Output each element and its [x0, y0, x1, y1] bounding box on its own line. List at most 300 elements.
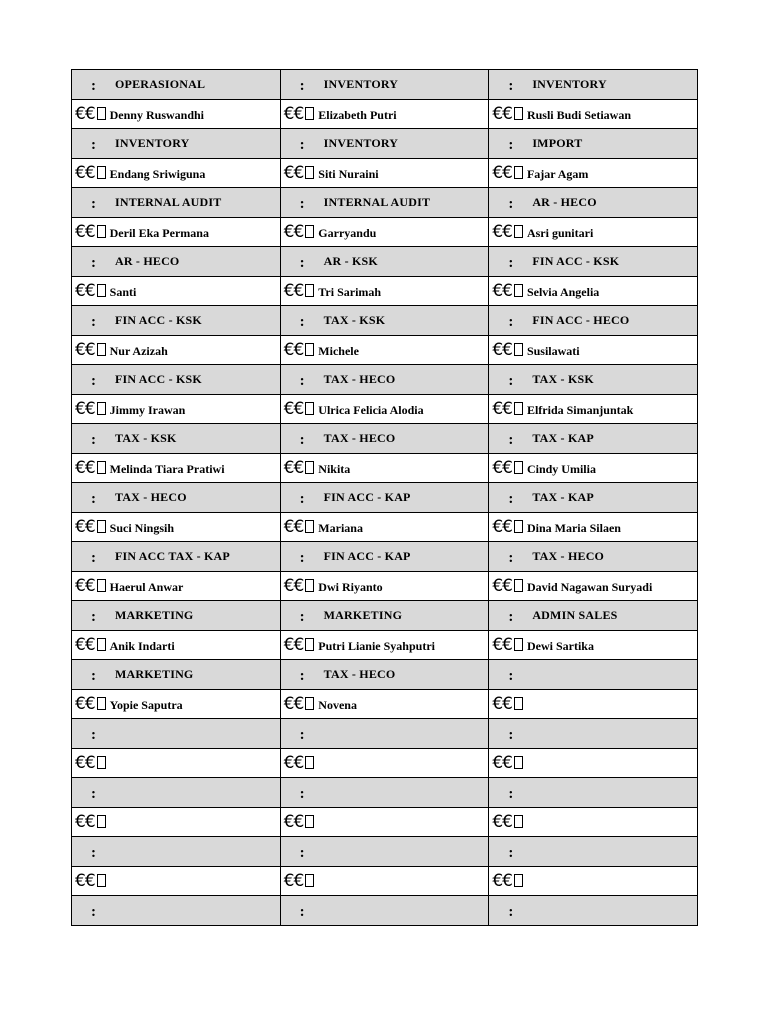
- department-cell: [280, 719, 489, 749]
- name-cell: [489, 276, 698, 306]
- department-label: TAX - HECO: [323, 372, 396, 387]
- department-row: [72, 70, 698, 100]
- euro-symbol: €€: [283, 752, 304, 773]
- colon-separator: :: [508, 550, 514, 567]
- name-cell: [72, 630, 281, 660]
- missing-glyph-box-icon: [305, 343, 314, 356]
- department-cell: [489, 719, 698, 749]
- person-name: Selvia Angelia: [526, 284, 600, 299]
- department-label: IMPORT: [532, 136, 583, 151]
- name-cell: [72, 512, 281, 542]
- euro-symbol: €€: [283, 870, 304, 891]
- missing-glyph-box-icon: [97, 874, 106, 887]
- name-cell: [489, 217, 698, 247]
- department-cell: [489, 601, 698, 631]
- name-cell: [72, 453, 281, 483]
- name-cell: [72, 571, 281, 601]
- person-name: Cindy Umilia: [526, 461, 596, 476]
- colon-separator: :: [508, 904, 514, 921]
- colon-separator: :: [299, 255, 305, 272]
- department-cell: [280, 365, 489, 395]
- person-name: Nikita: [318, 461, 351, 476]
- department-cell: [489, 129, 698, 159]
- department-label: ADMIN SALES: [532, 608, 618, 623]
- missing-glyph-box-icon: [305, 166, 314, 179]
- department-cell: [280, 129, 489, 159]
- colon-separator: :: [91, 668, 96, 685]
- missing-glyph-box-icon: [305, 461, 314, 474]
- colon-separator: :: [299, 668, 305, 685]
- colon-separator: :: [299, 432, 305, 449]
- department-cell: [489, 365, 698, 395]
- department-label: AR - HECO: [115, 254, 180, 269]
- colon-separator: :: [91, 727, 96, 744]
- department-cell: [280, 70, 489, 100]
- colon-separator: :: [91, 78, 96, 95]
- missing-glyph-box-icon: [97, 520, 106, 533]
- name-cell: [280, 394, 489, 424]
- department-label: TAX - KSK: [532, 372, 594, 387]
- euro-symbol: €€: [75, 103, 95, 124]
- person-name: Deril Eka Permana: [109, 225, 209, 240]
- department-cell: [280, 660, 489, 690]
- department-cell: [72, 129, 281, 159]
- department-cell: [280, 778, 489, 808]
- name-cell: [489, 99, 698, 129]
- colon-separator: :: [508, 491, 514, 508]
- department-label: TAX - KSK: [115, 431, 177, 446]
- euro-symbol: €€: [75, 221, 95, 242]
- euro-symbol: €€: [75, 398, 95, 419]
- missing-glyph-box-icon: [514, 638, 523, 651]
- department-cell: [489, 896, 698, 926]
- person-name: Susilawati: [526, 343, 580, 358]
- department-row: [72, 424, 698, 454]
- department-label: TAX - KSK: [323, 313, 386, 328]
- department-label: INVENTORY: [323, 77, 399, 92]
- euro-symbol: €€: [492, 339, 512, 360]
- name-cell: [280, 335, 489, 365]
- colon-separator: :: [299, 196, 305, 213]
- person-name: Suci Ningsih: [109, 520, 174, 535]
- department-row: [72, 306, 698, 336]
- missing-glyph-box-icon: [97, 638, 106, 651]
- euro-symbol: €€: [283, 634, 304, 655]
- name-cell: [280, 158, 489, 188]
- department-label: TAX - HECO: [532, 549, 605, 564]
- missing-glyph-box-icon: [97, 343, 106, 356]
- colon-separator: :: [91, 609, 96, 626]
- department-cell: [72, 719, 281, 749]
- department-label: TAX - KAP: [532, 431, 594, 446]
- department-cell: [72, 660, 281, 690]
- person-name: Novena: [318, 697, 357, 712]
- euro-symbol: €€: [492, 575, 512, 596]
- euro-symbol: €€: [492, 752, 512, 773]
- person-name: Denny Ruswandhi: [109, 107, 205, 122]
- name-cell: [280, 99, 489, 129]
- name-row: [72, 866, 698, 896]
- person-name: Ulrica Felicia Alodia: [318, 402, 424, 417]
- missing-glyph-box-icon: [514, 343, 523, 356]
- department-row: [72, 247, 698, 277]
- colon-separator: :: [508, 137, 514, 154]
- person-name: Elizabeth Putri: [318, 107, 397, 122]
- department-label: FIN ACC - KSK: [532, 254, 620, 269]
- euro-symbol: €€: [283, 811, 304, 832]
- missing-glyph-box-icon: [305, 225, 314, 238]
- department-cell: [72, 188, 281, 218]
- person-name: Anik Indarti: [109, 638, 175, 653]
- department-row: [72, 719, 698, 749]
- colon-separator: :: [91, 491, 96, 508]
- name-row: [72, 571, 698, 601]
- name-row: [72, 335, 698, 365]
- department-cell: [72, 542, 281, 572]
- department-cell: [72, 483, 281, 513]
- department-label: MARKETING: [115, 667, 194, 682]
- department-cell: [489, 424, 698, 454]
- department-cell: [489, 483, 698, 513]
- missing-glyph-box-icon: [97, 166, 106, 179]
- department-label: FIN ACC - KAP: [323, 490, 411, 505]
- colon-separator: :: [508, 78, 514, 95]
- colon-separator: :: [91, 255, 96, 272]
- euro-symbol: €€: [283, 516, 304, 537]
- department-label: TAX - HECO: [115, 490, 187, 505]
- person-name: Dina Maria Silaen: [526, 520, 621, 535]
- colon-separator: :: [299, 727, 305, 744]
- colon-separator: :: [508, 668, 514, 685]
- name-row: [72, 158, 698, 188]
- missing-glyph-box-icon: [305, 638, 314, 651]
- name-cell: [280, 866, 489, 896]
- person-name: Elfrida Simanjuntak: [526, 402, 634, 417]
- missing-glyph-box-icon: [514, 815, 523, 828]
- person-name: Rusli Budi Setiawan: [526, 107, 631, 122]
- missing-glyph-box-icon: [305, 874, 314, 887]
- department-label: INVENTORY: [115, 136, 190, 151]
- name-row: [72, 748, 698, 778]
- department-cell: [72, 306, 281, 336]
- name-row: [72, 217, 698, 247]
- name-cell: [72, 217, 281, 247]
- missing-glyph-box-icon: [97, 107, 106, 120]
- colon-separator: :: [508, 196, 514, 213]
- person-name: Haerul Anwar: [109, 579, 184, 594]
- colon-separator: :: [299, 904, 305, 921]
- euro-symbol: €€: [283, 575, 304, 596]
- colon-separator: :: [299, 78, 305, 95]
- person-name: Michele: [318, 343, 359, 358]
- euro-symbol: €€: [283, 280, 304, 301]
- person-name: Siti Nuraini: [318, 166, 379, 181]
- name-cell: [72, 276, 281, 306]
- missing-glyph-box-icon: [514, 225, 523, 238]
- name-row: [72, 689, 698, 719]
- department-cell: [72, 424, 281, 454]
- missing-glyph-box-icon: [514, 520, 523, 533]
- department-label: OPERASIONAL: [115, 77, 206, 92]
- missing-glyph-box-icon: [97, 225, 106, 238]
- name-cell: [489, 335, 698, 365]
- colon-separator: :: [91, 432, 96, 449]
- department-cell: [72, 70, 281, 100]
- name-cell: [72, 807, 281, 837]
- department-row: [72, 542, 698, 572]
- name-cell: [489, 689, 698, 719]
- department-label: FIN ACC TAX - KAP: [115, 549, 230, 564]
- missing-glyph-box-icon: [514, 402, 523, 415]
- missing-glyph-box-icon: [97, 284, 106, 297]
- person-name: Putri Lianie Syahputri: [318, 638, 435, 653]
- euro-symbol: €€: [283, 339, 304, 360]
- department-cell: [72, 247, 281, 277]
- euro-symbol: €€: [492, 870, 512, 891]
- department-row: [72, 129, 698, 159]
- colon-separator: :: [508, 314, 514, 331]
- name-row: [72, 99, 698, 129]
- name-cell: [280, 276, 489, 306]
- missing-glyph-box-icon: [305, 402, 314, 415]
- department-label: INVENTORY: [323, 136, 399, 151]
- department-cell: [72, 896, 281, 926]
- name-cell: [489, 630, 698, 660]
- colon-separator: :: [299, 314, 305, 331]
- department-cell: [280, 424, 489, 454]
- missing-glyph-box-icon: [514, 461, 523, 474]
- missing-glyph-box-icon: [97, 756, 106, 769]
- name-cell: [489, 866, 698, 896]
- person-name: Garryandu: [318, 225, 377, 240]
- department-label: MARKETING: [323, 608, 403, 623]
- missing-glyph-box-icon: [305, 284, 314, 297]
- colon-separator: :: [508, 432, 514, 449]
- euro-symbol: €€: [75, 162, 95, 183]
- department-cell: [280, 188, 489, 218]
- name-cell: [72, 394, 281, 424]
- name-row: [72, 453, 698, 483]
- euro-symbol: €€: [492, 693, 512, 714]
- department-row: [72, 660, 698, 690]
- euro-symbol: €€: [283, 693, 304, 714]
- department-cell: [280, 247, 489, 277]
- department-row: [72, 778, 698, 808]
- department-cell: [280, 601, 489, 631]
- colon-separator: :: [91, 137, 96, 154]
- euro-symbol: €€: [75, 575, 95, 596]
- euro-symbol: €€: [75, 752, 95, 773]
- colon-separator: :: [91, 904, 96, 921]
- missing-glyph-box-icon: [305, 520, 314, 533]
- euro-symbol: €€: [75, 339, 95, 360]
- euro-symbol: €€: [75, 280, 95, 301]
- department-cell: [72, 365, 281, 395]
- department-cell: [489, 306, 698, 336]
- missing-glyph-box-icon: [305, 756, 314, 769]
- department-label: FIN ACC - KSK: [115, 372, 202, 387]
- missing-glyph-box-icon: [514, 107, 523, 120]
- person-name: Jimmy Irawan: [109, 402, 186, 417]
- missing-glyph-box-icon: [305, 697, 314, 710]
- person-name: Fajar Agam: [526, 166, 589, 181]
- missing-glyph-box-icon: [514, 874, 523, 887]
- person-name: Melinda Tiara Pratiwi: [109, 461, 225, 476]
- colon-separator: :: [508, 845, 514, 862]
- euro-symbol: €€: [492, 398, 512, 419]
- department-label: MARKETING: [115, 608, 194, 623]
- label-sheet-body: [72, 70, 698, 926]
- name-cell: [489, 748, 698, 778]
- name-cell: [280, 512, 489, 542]
- name-cell: [72, 866, 281, 896]
- name-cell: [72, 689, 281, 719]
- name-cell: [72, 335, 281, 365]
- name-row: [72, 630, 698, 660]
- department-cell: [280, 483, 489, 513]
- department-label: TAX - KAP: [532, 490, 594, 505]
- person-name: Tri Sarimah: [318, 284, 382, 299]
- name-cell: [72, 748, 281, 778]
- department-cell: [489, 837, 698, 867]
- euro-symbol: €€: [75, 811, 95, 832]
- euro-symbol: €€: [492, 811, 512, 832]
- missing-glyph-box-icon: [305, 107, 314, 120]
- name-cell: [72, 99, 281, 129]
- missing-glyph-box-icon: [305, 579, 314, 592]
- department-row: [72, 483, 698, 513]
- missing-glyph-box-icon: [97, 697, 106, 710]
- person-name: Dewi Sartika: [526, 638, 594, 653]
- name-cell: [72, 158, 281, 188]
- euro-symbol: €€: [75, 516, 95, 537]
- department-cell: [280, 837, 489, 867]
- colon-separator: :: [91, 786, 96, 803]
- colon-separator: :: [91, 314, 96, 331]
- department-label: FIN ACC - KAP: [323, 549, 411, 564]
- colon-separator: :: [91, 550, 96, 567]
- name-cell: [280, 689, 489, 719]
- department-label: INTERNAL AUDIT: [115, 195, 222, 210]
- name-cell: [489, 512, 698, 542]
- person-name: Dwi Riyanto: [318, 579, 383, 594]
- person-name: Endang Sriwiguna: [109, 166, 206, 181]
- department-label: TAX - HECO: [323, 667, 396, 682]
- department-cell: [280, 542, 489, 572]
- person-name: David Nagawan Suryadi: [526, 579, 653, 594]
- euro-symbol: €€: [75, 693, 95, 714]
- department-label: AR - HECO: [532, 195, 597, 210]
- department-cell: [280, 306, 489, 336]
- person-name: Mariana: [318, 520, 363, 535]
- colon-separator: :: [299, 550, 305, 567]
- name-cell: [280, 630, 489, 660]
- colon-separator: :: [299, 786, 305, 803]
- name-cell: [280, 217, 489, 247]
- name-cell: [280, 571, 489, 601]
- name-row: [72, 394, 698, 424]
- euro-symbol: €€: [283, 221, 304, 242]
- name-cell: [280, 748, 489, 778]
- department-cell: [489, 542, 698, 572]
- name-cell: [489, 571, 698, 601]
- euro-symbol: €€: [492, 221, 512, 242]
- colon-separator: :: [91, 196, 96, 213]
- department-label: FIN ACC - HECO: [532, 313, 630, 328]
- person-name: Asri gunitari: [526, 225, 594, 240]
- department-cell: [280, 896, 489, 926]
- department-cell: [489, 247, 698, 277]
- department-label: INVENTORY: [532, 77, 607, 92]
- name-cell: [280, 453, 489, 483]
- colon-separator: :: [299, 137, 305, 154]
- euro-symbol: €€: [283, 457, 304, 478]
- department-label: TAX - HECO: [323, 431, 396, 446]
- colon-separator: :: [508, 786, 514, 803]
- name-cell: [280, 807, 489, 837]
- name-cell: [489, 807, 698, 837]
- department-row: [72, 601, 698, 631]
- person-name: Yopie Saputra: [109, 697, 183, 712]
- department-cell: [489, 660, 698, 690]
- euro-symbol: €€: [75, 870, 95, 891]
- name-cell: [489, 158, 698, 188]
- name-cell: [489, 453, 698, 483]
- department-row: [72, 837, 698, 867]
- euro-symbol: €€: [492, 103, 512, 124]
- euro-symbol: €€: [75, 634, 95, 655]
- missing-glyph-box-icon: [514, 756, 523, 769]
- department-cell: [72, 837, 281, 867]
- missing-glyph-box-icon: [514, 697, 523, 710]
- missing-glyph-box-icon: [305, 815, 314, 828]
- missing-glyph-box-icon: [97, 579, 106, 592]
- colon-separator: :: [299, 373, 305, 390]
- colon-separator: :: [91, 845, 96, 862]
- department-cell: [489, 778, 698, 808]
- department-row: [72, 188, 698, 218]
- missing-glyph-box-icon: [514, 284, 523, 297]
- name-row: [72, 276, 698, 306]
- department-row: [72, 365, 698, 395]
- department-row: [72, 896, 698, 926]
- department-label: INTERNAL AUDIT: [323, 195, 431, 210]
- colon-separator: :: [299, 491, 305, 508]
- department-label: FIN ACC - KSK: [115, 313, 202, 328]
- colon-separator: :: [508, 609, 514, 626]
- euro-symbol: €€: [283, 398, 304, 419]
- department-cell: [489, 70, 698, 100]
- department-cell: [72, 601, 281, 631]
- missing-glyph-box-icon: [514, 579, 523, 592]
- label-sheet: [71, 69, 698, 926]
- euro-symbol: €€: [492, 634, 512, 655]
- euro-symbol: €€: [492, 280, 512, 301]
- name-row: [72, 512, 698, 542]
- euro-symbol: €€: [283, 162, 304, 183]
- missing-glyph-box-icon: [514, 166, 523, 179]
- colon-separator: :: [508, 373, 514, 390]
- colon-separator: :: [508, 255, 514, 272]
- colon-separator: :: [91, 373, 96, 390]
- department-cell: [72, 778, 281, 808]
- missing-glyph-box-icon: [97, 461, 106, 474]
- colon-separator: :: [299, 845, 305, 862]
- euro-symbol: €€: [492, 516, 512, 537]
- euro-symbol: €€: [492, 162, 512, 183]
- missing-glyph-box-icon: [97, 815, 106, 828]
- missing-glyph-box-icon: [97, 402, 106, 415]
